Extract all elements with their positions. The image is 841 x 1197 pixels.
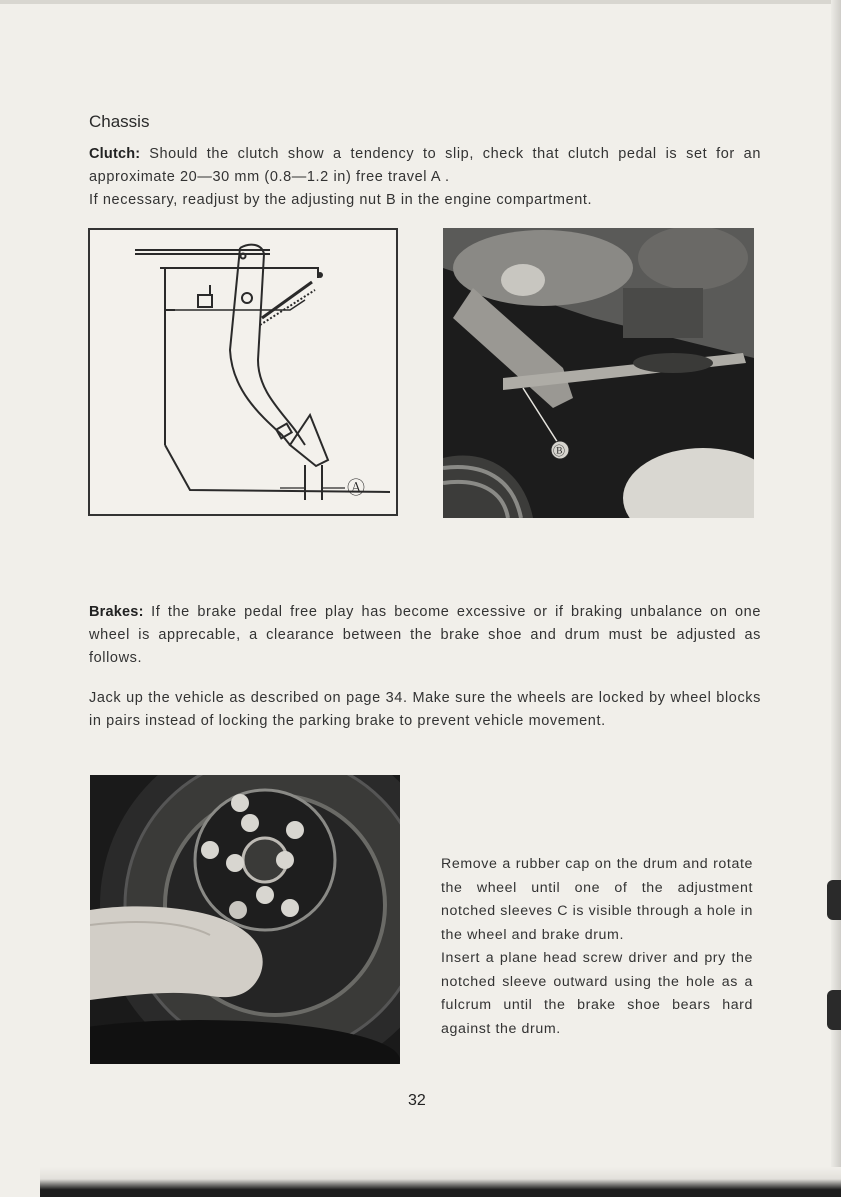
remove-cap-paragraph — [441, 853, 753, 1041]
diagram-pushrod-bracket — [160, 268, 318, 278]
engine-photo-illustration — [443, 228, 754, 518]
page-edge-bottom — [40, 1167, 841, 1197]
brakes-text: If the brake pedal free play has become excessive or if braking unbalance on one wheel is apprecable, a clearance between the brake shoe and drum must be adjusted as follows. — [89, 604, 761, 666]
clutch-paragraph — [89, 143, 761, 212]
binding-tab-lower — [827, 990, 841, 1030]
page-edge-top — [0, 0, 841, 4]
brake-drum-photo — [90, 775, 400, 1064]
engine-compartment-photo — [443, 228, 754, 518]
diagram-firewall-bracket — [165, 268, 175, 310]
section-heading: Chassis — [89, 112, 150, 131]
pedal-arm-inner — [230, 248, 290, 445]
adjusting-block — [198, 295, 212, 307]
clutch-pedal-drawing — [90, 230, 396, 514]
clutch-pedal-diagram — [88, 228, 398, 516]
clutch-adjust-text: If necessary, readjust by the adjusting nut B in the engine compartment. — [89, 192, 593, 208]
insert-screwdriver-text: Insert a plane head screw driver and pry the notched sleeve outward using the hole as a fulcrum until the brake shoe bears hard against the drum. — [441, 950, 753, 1037]
pedal-pad — [290, 415, 328, 466]
pedal-arm-outer — [240, 245, 305, 445]
label-b: Ⓑ — [553, 444, 566, 458]
wheel-photo-illustration — [90, 775, 400, 1064]
brakes-paragraph — [89, 601, 761, 670]
remove-cap-text: Remove a rubber cap on the drum and rotate the wheel until one of the adjustment notched sleeves C is visible through a hole in the wheel and brake drum. — [441, 856, 753, 943]
label-a: Ⓐ — [347, 478, 365, 499]
pedal-pivot — [242, 293, 252, 303]
page-number: 32 — [408, 1092, 426, 1109]
brakes-label: Brakes: — [89, 604, 144, 620]
clutch-label: Clutch: — [89, 146, 141, 162]
binding-tab-upper — [827, 880, 841, 920]
jack-up-paragraph: Jack up the vehicle as described on page 34. Make sure the wheels are locked by wheel blocks in pairs instead of locking the parking brake to prevent vehicle movement. — [89, 690, 761, 729]
clutch-text: Should the clutch show a tendency to slip, check that clutch pedal is set for an approximate 20—30 mm (0.8—1.2 in) free travel A . — [89, 146, 761, 185]
